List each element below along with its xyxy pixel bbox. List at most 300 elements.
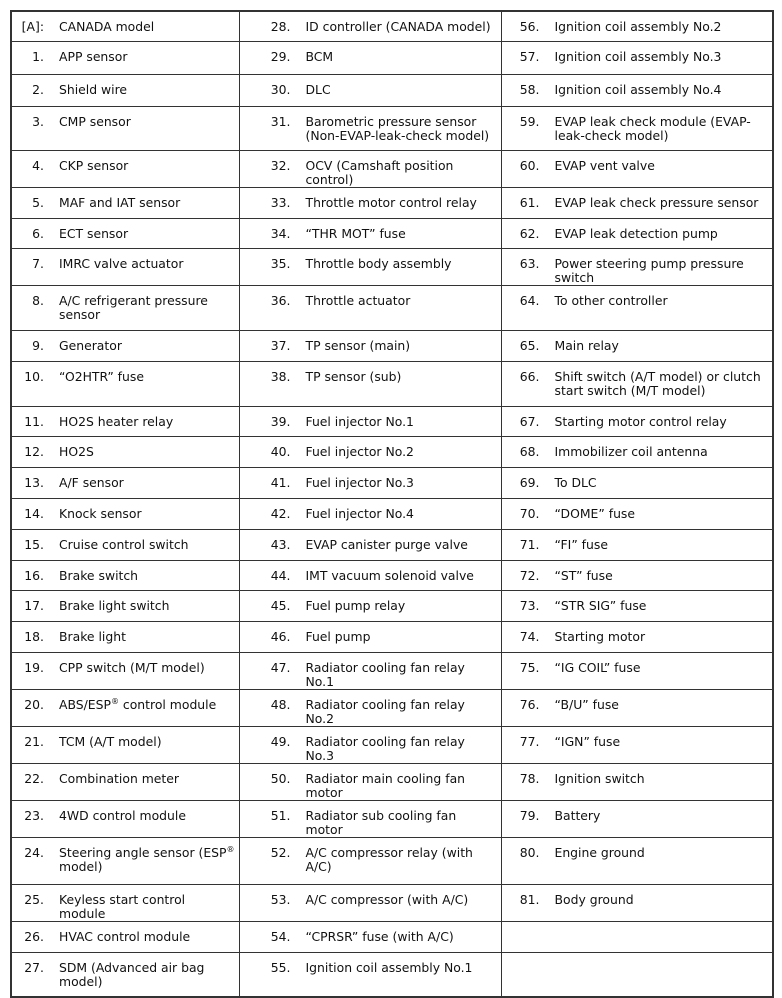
legend-entry	[502, 953, 773, 961]
item-label-text: Engine ground	[554, 844, 645, 860]
item-label	[306, 20, 501, 34]
item-number: 39.	[270, 413, 291, 429]
legend-entry	[502, 468, 773, 490]
item-label-text: Throttle actuator	[305, 292, 411, 308]
legend-cell	[11, 800, 239, 837]
legend-cell	[501, 467, 773, 498]
item-number: 9.	[32, 337, 44, 353]
item-label	[555, 846, 773, 860]
item-label	[59, 569, 239, 583]
legend-cell	[501, 560, 773, 590]
table-row	[11, 652, 773, 689]
legend-entry	[502, 219, 773, 241]
legend-cell	[239, 590, 501, 621]
legend-cell	[239, 884, 501, 921]
item-number: 41.	[270, 474, 291, 490]
legend-entry	[502, 188, 773, 210]
item-label-text: Body ground	[554, 891, 634, 907]
item-label	[306, 159, 501, 187]
item-label	[59, 50, 239, 64]
legend-cell	[11, 689, 239, 726]
legend-body	[11, 11, 773, 997]
item-label-text: OCV (Camshaft position control)	[305, 157, 454, 187]
legend-cell	[501, 361, 773, 406]
legend-cell	[11, 361, 239, 406]
item-label	[555, 507, 773, 521]
legend-cell	[239, 800, 501, 837]
legend-cell	[501, 248, 773, 285]
item-number: 63.	[519, 255, 540, 271]
item-number: 64.	[519, 292, 540, 308]
table-row	[11, 248, 773, 285]
item-number: 20.	[24, 696, 44, 712]
legend-entry	[240, 219, 501, 241]
item-label	[59, 257, 239, 271]
item-label	[306, 846, 501, 874]
item-number: 81.	[519, 891, 540, 907]
item-number: 28.	[270, 19, 291, 34]
item-label	[555, 569, 773, 583]
registered-mark: ®	[110, 696, 119, 706]
item-label	[306, 507, 501, 521]
legend-entry	[502, 331, 773, 353]
legend-entry	[240, 885, 501, 907]
legend-entry	[240, 764, 501, 800]
legend-entry	[240, 953, 501, 975]
legend-cell	[501, 689, 773, 726]
legend-cell	[501, 621, 773, 652]
item-number: 31.	[270, 113, 291, 129]
item-number: 8.	[32, 292, 44, 308]
item-number: 1.	[32, 48, 44, 64]
legend-cell	[11, 590, 239, 621]
legend-cell	[11, 41, 239, 74]
item-label	[555, 83, 773, 97]
legend-entry	[12, 107, 239, 129]
item-number: 17.	[24, 597, 44, 613]
legend-entry	[12, 653, 239, 675]
item-number: 48.	[270, 696, 291, 712]
item-label	[59, 159, 239, 173]
item-number: 14.	[24, 505, 44, 521]
item-label-text: Steering angle sensor (ESP	[59, 844, 227, 860]
legend-cell	[239, 218, 501, 248]
legend-entry	[12, 188, 239, 210]
item-label	[306, 569, 501, 583]
table-row	[11, 106, 773, 150]
item-number: 74.	[519, 628, 540, 644]
legend-entry	[12, 922, 239, 944]
legend-entry	[502, 107, 773, 143]
legend-cell	[11, 921, 239, 952]
legend-cell	[239, 652, 501, 689]
item-number: 33.	[270, 194, 291, 210]
legend-entry	[12, 838, 239, 874]
item-label-text: Radiator main cooling fan motor	[305, 770, 466, 800]
item-number: 6.	[32, 225, 44, 241]
item-label	[59, 630, 239, 644]
item-number: 10.	[24, 368, 44, 384]
item-label	[555, 50, 773, 64]
item-label	[555, 599, 773, 613]
legend-entry	[12, 12, 239, 34]
legend-entry	[12, 622, 239, 644]
legend-entry	[502, 362, 773, 398]
item-label-text: Throttle motor control relay	[305, 194, 477, 210]
legend-cell	[501, 150, 773, 187]
item-label	[306, 445, 501, 459]
item-label-text: Fuel pump	[305, 628, 371, 644]
item-label	[555, 339, 773, 353]
item-label-text: Main relay	[554, 337, 619, 353]
legend-cell	[239, 921, 501, 952]
legend-cell	[501, 498, 773, 529]
item-label	[555, 159, 773, 173]
legend-cell	[501, 436, 773, 467]
item-number: 29.	[270, 48, 291, 64]
item-label	[59, 772, 239, 786]
item-number: [A]:	[21, 19, 44, 34]
item-label-text: Generator	[59, 337, 122, 353]
legend-entry	[240, 286, 501, 308]
item-label-text: Fuel injector No.1	[305, 413, 414, 429]
item-label-text: Starting motor control relay	[554, 413, 727, 429]
legend-cell	[501, 285, 773, 330]
item-label	[306, 476, 501, 490]
table-row	[11, 11, 773, 41]
legend-cell	[501, 529, 773, 560]
item-label-text: 4WD control module	[59, 807, 186, 823]
legend-cell	[239, 248, 501, 285]
item-number: 56.	[519, 19, 540, 34]
item-label	[306, 630, 501, 644]
legend-entry	[240, 12, 501, 34]
item-number: 69.	[519, 474, 540, 490]
legend-entry	[12, 286, 239, 322]
item-label	[59, 846, 239, 874]
item-number: 5.	[32, 194, 44, 210]
item-number: 38.	[270, 368, 291, 384]
legend-entry	[240, 653, 501, 689]
item-label	[59, 809, 239, 823]
item-label-text: A/F sensor	[59, 474, 124, 490]
item-label	[306, 196, 501, 210]
item-number: 24.	[24, 844, 44, 860]
legend-cell	[11, 884, 239, 921]
item-label-text: Shift switch (A/T model) or clutch start switch (M/T model)	[554, 368, 761, 398]
legend-entry	[502, 530, 773, 552]
item-label-text: A/C compressor relay (with A/C)	[305, 844, 473, 874]
item-number: 30.	[270, 81, 291, 97]
item-label-suffix: control module	[118, 696, 217, 712]
item-label-text: CMP sensor	[59, 113, 131, 129]
legend-entry	[240, 561, 501, 583]
item-label-text: CANADA model	[59, 19, 155, 34]
item-label-text: APP sensor	[59, 48, 128, 64]
legend-cell	[11, 106, 239, 150]
legend-entry	[502, 885, 773, 907]
legend-entry	[502, 151, 773, 173]
legend-entry	[240, 801, 501, 837]
item-number: 32.	[270, 157, 291, 173]
item-label-text: Fuel pump relay	[305, 597, 406, 613]
legend-entry	[240, 499, 501, 521]
item-label-text: “ST” fuse	[554, 567, 613, 583]
item-number: 49.	[270, 733, 291, 749]
item-label-text: To other controller	[554, 292, 668, 308]
legend-entry	[502, 727, 773, 749]
item-number: 44.	[270, 567, 291, 583]
item-label	[555, 257, 773, 285]
item-number: 54.	[270, 928, 291, 944]
item-number: 27.	[24, 959, 44, 975]
item-label-text: Battery	[554, 807, 601, 823]
item-number: 75.	[519, 659, 540, 675]
item-number: 4.	[32, 157, 44, 173]
legend-entry	[502, 12, 773, 34]
item-number: 62.	[519, 225, 540, 241]
table-row	[11, 726, 773, 763]
item-label-text: Brake light switch	[59, 597, 170, 613]
legend-entry	[12, 42, 239, 64]
legend-cell	[239, 560, 501, 590]
item-label-text: MAF and IAT sensor	[59, 194, 181, 210]
legend-entry	[240, 922, 501, 944]
legend-cell	[239, 837, 501, 884]
legend-cell	[11, 218, 239, 248]
item-label-text: Ignition coil assembly No.4	[554, 81, 722, 97]
item-number: 40.	[270, 443, 291, 459]
item-label-text: “IG COIL” fuse	[554, 659, 641, 675]
legend-entry	[240, 690, 501, 726]
legend-entry	[240, 591, 501, 613]
legend-entry	[12, 151, 239, 173]
legend-entry	[502, 653, 773, 675]
legend-entry	[240, 530, 501, 552]
item-label-text: Ignition switch	[554, 770, 645, 786]
item-label	[59, 698, 239, 712]
item-label-text: Starting motor	[554, 628, 646, 644]
item-label	[306, 83, 501, 97]
item-number: 21.	[24, 733, 44, 749]
item-label-text: “STR SIG” fuse	[554, 597, 647, 613]
item-number: 2.	[32, 81, 44, 97]
legend-entry	[240, 407, 501, 429]
item-label-text: Ignition coil assembly No.3	[554, 48, 722, 64]
legend-cell	[11, 652, 239, 689]
item-label-text: IMT vacuum solenoid valve	[305, 567, 474, 583]
item-number: 43.	[270, 536, 291, 552]
legend-cell	[239, 361, 501, 406]
legend-cell	[11, 952, 239, 997]
item-label	[555, 809, 773, 823]
item-label-suffix: model)	[59, 858, 103, 874]
item-label-text: CKP sensor	[59, 157, 129, 173]
table-row	[11, 361, 773, 406]
item-label-text: TP sensor (main)	[305, 337, 411, 353]
item-label	[59, 661, 239, 675]
legend-cell	[501, 406, 773, 436]
legend-cell	[239, 689, 501, 726]
item-label-text: ID controller (CANADA model)	[305, 19, 491, 34]
item-label-text: HO2S	[59, 443, 94, 459]
item-label-text: SDM (Advanced air bag model)	[59, 959, 205, 989]
legend-cell	[239, 952, 501, 997]
item-label-text: Radiator cooling fan relay No.1	[305, 659, 465, 689]
legend-cell	[239, 621, 501, 652]
item-label	[59, 445, 239, 459]
item-label	[306, 698, 501, 726]
item-label	[555, 893, 773, 907]
item-label	[59, 20, 239, 34]
legend-entry	[12, 561, 239, 583]
item-number: 15.	[24, 536, 44, 552]
legend-cell	[501, 11, 773, 41]
legend-entry	[502, 922, 773, 930]
legend-cell	[239, 41, 501, 74]
legend-cell	[501, 800, 773, 837]
legend-entry	[12, 727, 239, 749]
legend-entry	[502, 561, 773, 583]
legend-entry	[502, 407, 773, 429]
legend-cell	[239, 467, 501, 498]
empty-cell	[501, 952, 773, 997]
item-label-text: EVAP leak check module (EVAP-leak-check model)	[554, 113, 751, 143]
item-number: 36.	[270, 292, 291, 308]
legend-entry	[502, 690, 773, 712]
item-label-text: DLC	[305, 81, 331, 97]
item-number: 76.	[519, 696, 540, 712]
item-label	[306, 893, 501, 907]
item-label-text: A/C refrigerant pressure sensor	[59, 292, 208, 322]
item-number: 78.	[519, 770, 540, 786]
legend-entry	[502, 286, 773, 308]
item-label	[59, 538, 239, 552]
legend-cell	[11, 726, 239, 763]
item-label	[555, 735, 773, 749]
item-label	[59, 115, 239, 129]
legend-entry	[12, 249, 239, 271]
item-number: 11.	[24, 413, 44, 429]
item-label-text: Radiator sub cooling fan motor	[305, 807, 457, 837]
legend-cell	[11, 498, 239, 529]
item-label	[555, 227, 773, 241]
item-label-text: IMRC valve actuator	[59, 255, 184, 271]
item-number: 42.	[270, 505, 291, 521]
item-label	[59, 83, 239, 97]
item-label	[59, 294, 239, 322]
legend-entry	[502, 591, 773, 613]
item-number: 52.	[270, 844, 291, 860]
item-label	[555, 294, 773, 308]
item-number: 51.	[270, 807, 291, 823]
legend-cell	[501, 106, 773, 150]
item-label	[59, 735, 239, 749]
item-label-text: EVAP leak detection pump	[554, 225, 718, 241]
legend-cell	[501, 218, 773, 248]
item-label-text: Fuel injector No.3	[305, 474, 414, 490]
item-label	[555, 661, 773, 675]
table-row	[11, 498, 773, 529]
legend-cell	[11, 406, 239, 436]
item-number: 25.	[24, 891, 44, 907]
item-label-text: Ignition coil assembly No.2	[554, 19, 722, 34]
table-row	[11, 529, 773, 560]
item-label-text: Brake switch	[59, 567, 139, 583]
item-number: 7.	[32, 255, 44, 271]
legend-cell	[11, 74, 239, 106]
legend-cell	[239, 406, 501, 436]
legend-entry	[12, 591, 239, 613]
legend-cell	[11, 529, 239, 560]
item-number: 53.	[270, 891, 291, 907]
legend-cell	[501, 187, 773, 218]
legend-cell	[11, 436, 239, 467]
legend-entry	[240, 151, 501, 187]
legend-cell	[11, 467, 239, 498]
item-label	[555, 772, 773, 786]
item-label	[59, 339, 239, 353]
item-number: 16.	[24, 567, 44, 583]
item-label	[555, 630, 773, 644]
item-label	[306, 339, 501, 353]
table-row	[11, 330, 773, 361]
item-label	[555, 445, 773, 459]
legend-cell	[11, 150, 239, 187]
item-number: 68.	[519, 443, 540, 459]
item-label-text: Combination meter	[59, 770, 179, 786]
legend-cell	[11, 837, 239, 884]
legend-entry	[12, 953, 239, 989]
item-label-text: Ignition coil assembly No.1	[305, 959, 473, 975]
item-number: 61.	[519, 194, 540, 210]
item-label	[555, 115, 773, 143]
table-row	[11, 837, 773, 884]
legend-entry	[240, 42, 501, 64]
legend-entry	[12, 530, 239, 552]
item-number: 26.	[24, 928, 44, 944]
legend-cell	[501, 74, 773, 106]
legend-cell	[239, 726, 501, 763]
item-label-text: EVAP leak check pressure sensor	[554, 194, 759, 210]
legend-cell	[239, 763, 501, 800]
item-label	[59, 893, 239, 921]
table-row	[11, 436, 773, 467]
item-label	[306, 294, 501, 308]
legend-entry	[12, 885, 239, 921]
legend-entry	[240, 249, 501, 271]
component-legend-table	[10, 10, 774, 998]
item-label	[306, 370, 501, 384]
table-row	[11, 467, 773, 498]
legend-entry	[502, 42, 773, 64]
item-label	[555, 196, 773, 210]
legend-cell	[501, 726, 773, 763]
item-label	[59, 961, 239, 989]
item-number: 3.	[32, 113, 44, 129]
item-label-text: EVAP vent valve	[554, 157, 655, 173]
legend-entry	[12, 362, 239, 384]
item-label-text: Keyless start control module	[59, 891, 186, 921]
legend-cell	[11, 330, 239, 361]
legend-entry	[502, 622, 773, 644]
item-number: 22.	[24, 770, 44, 786]
legend-entry	[12, 75, 239, 97]
table-row	[11, 218, 773, 248]
legend-cell	[501, 330, 773, 361]
item-label-text: BCM	[305, 48, 334, 64]
table-row	[11, 952, 773, 997]
